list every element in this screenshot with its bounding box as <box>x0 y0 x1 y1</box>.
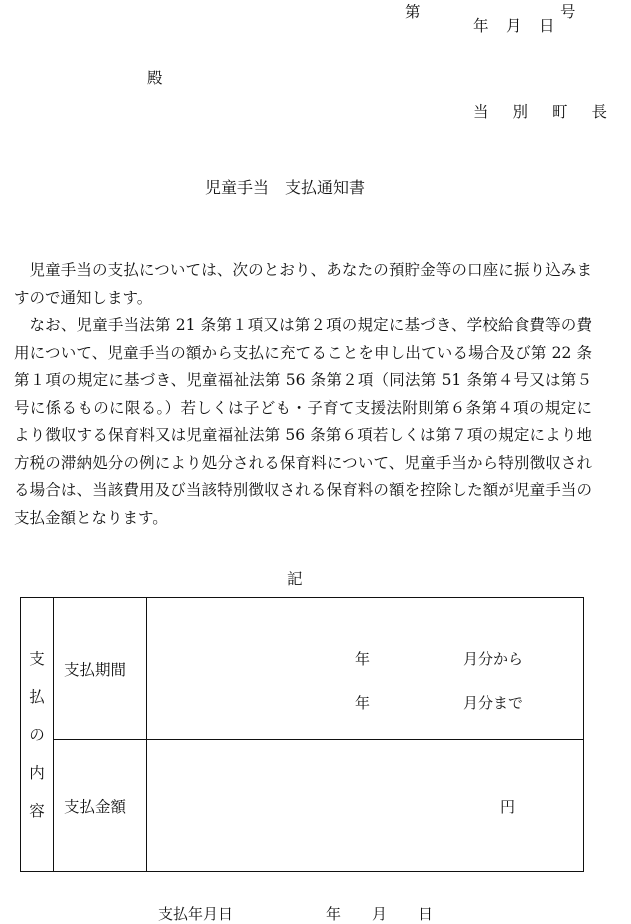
issuer-name: 当別町長 <box>473 103 631 121</box>
body-text <box>14 257 592 532</box>
issue-date-label: 年 月 日 <box>473 17 556 35</box>
side-char-3: の <box>29 725 45 744</box>
payment-details-table <box>20 597 584 872</box>
number-label-first: 第 <box>405 3 421 21</box>
body-paragraph-2: なお、児童手当法第 21 条第１項又は第２項の規定に基づき、学校給食費等の費用について、児童手当の額から支払に充てることを申し出ている場合及び第 22 条第１項の規定に基づき、児童福祉法第 56 条第２項（同法第 51 条第４号又は第５号に係るものに限る。）若しくは子ども・子育て支援法附則第６条第４項の規定により徴収する保育料又は児童福祉法第 56 条第６項若しくは第７項の規定により地方税の滞納処分の例により処分される保育料について、児童手当から特別徴収される場合は、当該費用及び当該特別徴収される保育料の額を控除した額が児童手当の支払金額となります。 <box>14 316 592 527</box>
side-char-1: 支 <box>29 649 45 668</box>
amount-value-cell <box>147 740 584 872</box>
side-char-2: 払 <box>29 687 45 706</box>
period-month-from: 月分から <box>463 650 524 668</box>
payment-date-day: 日 <box>418 905 434 923</box>
period-year-from: 年 <box>355 650 371 668</box>
payment-date-year: 年 <box>326 905 342 923</box>
period-label: 支払期間 <box>54 598 147 740</box>
body-paragraph-1: 児童手当の支払については、次のとおり、あなたの預貯金等の口座に振り込みますので通知します。 <box>14 261 592 307</box>
side-char-5: 容 <box>29 801 45 820</box>
addressee-suffix: 殿 <box>147 69 163 87</box>
side-char-4: 内 <box>29 763 45 782</box>
side-label-vertical <box>21 598 54 872</box>
number-label-suffix: 号 <box>560 3 576 21</box>
document-title: 児童手当 支払通知書 <box>205 178 366 197</box>
ki-label: 記 <box>287 570 303 588</box>
period-year-to: 年 <box>355 694 371 712</box>
period-month-to: 月分まで <box>463 694 524 712</box>
amount-unit: 円 <box>500 798 516 816</box>
payment-date-month: 月 <box>372 905 388 923</box>
payment-date-label: 支払年月日 <box>158 905 234 923</box>
amount-label: 支払金額 <box>54 740 147 872</box>
period-value-cell <box>147 598 584 740</box>
